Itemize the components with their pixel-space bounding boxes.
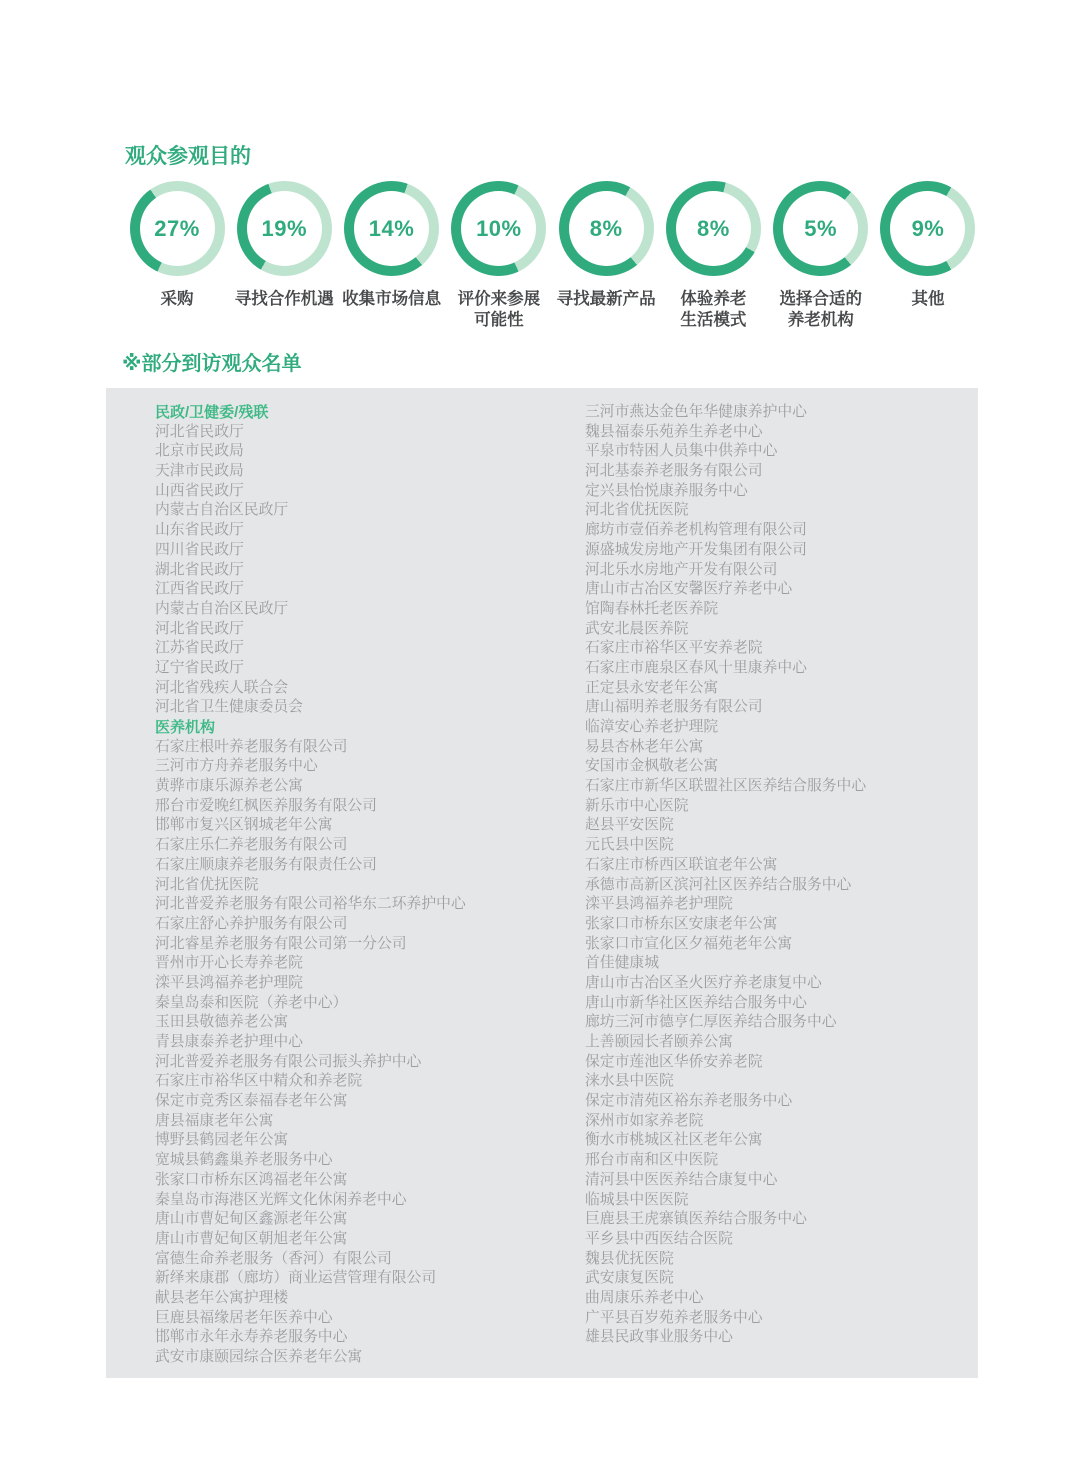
donut-hole bbox=[140, 191, 215, 266]
list-item: 广平县百岁苑养老服务中心 bbox=[585, 1309, 763, 1326]
list-item: 石家庄市裕华区平安养老院 bbox=[585, 640, 763, 657]
list-item: 河北省优抚医院 bbox=[585, 502, 689, 519]
donut-percentage: 14% bbox=[368, 215, 415, 241]
list-item: 雄县民政事业服务中心 bbox=[585, 1329, 733, 1346]
purpose-donut bbox=[234, 181, 334, 331]
list-item: 河北省民政厅 bbox=[155, 620, 244, 637]
donut-ring bbox=[880, 181, 975, 276]
list-subheading: 民政/卫健委/残联 bbox=[155, 404, 269, 421]
donut-ring bbox=[773, 181, 868, 276]
list-item: 赵县平安医院 bbox=[585, 817, 674, 834]
list-item: 四川省民政厅 bbox=[155, 541, 244, 558]
list-item: 张家口市桥东区安康老年公寓 bbox=[585, 915, 778, 932]
donut-label-line: 生活模式 bbox=[680, 311, 747, 329]
list-item: 承德市高新区滨河社区医养结合服务中心 bbox=[585, 876, 852, 893]
donut-hole bbox=[247, 191, 322, 266]
purpose-donut bbox=[127, 181, 227, 331]
list-item: 三河市方舟养老服务中心 bbox=[155, 758, 318, 775]
list-item: 北京市民政局 bbox=[155, 443, 244, 460]
list-item: 定兴县怡悦康养服务中心 bbox=[585, 482, 748, 499]
list-item: 魏县优抚医院 bbox=[585, 1250, 674, 1267]
list-item: 上善颐园长者颐养公寓 bbox=[585, 1034, 733, 1050]
list-item: 临漳安心养老护理院 bbox=[585, 719, 719, 735]
list-item: 邢台市爱晚红枫医养服务有限公司 bbox=[155, 797, 377, 814]
purpose-donut bbox=[556, 181, 656, 331]
donut-label-line: 养老机构 bbox=[787, 311, 854, 329]
list-item: 玉田县敬德养老公寓 bbox=[155, 1014, 289, 1031]
list-item: 青县康泰养老护理中心 bbox=[155, 1034, 303, 1050]
donut-label-line: 评价来参展 bbox=[457, 290, 541, 308]
chart-title: 观众参观目的 bbox=[125, 145, 251, 168]
list-item: 唐县福康老年公寓 bbox=[155, 1112, 274, 1129]
list-item: 晋州市开心长寿养老院 bbox=[155, 955, 303, 972]
list-item: 武安市康颐园综合医养老年公寓 bbox=[155, 1349, 363, 1365]
visitor-list-right-column bbox=[585, 403, 866, 1348]
purpose-donut bbox=[878, 181, 978, 331]
list-item: 涞水县中医院 bbox=[585, 1073, 674, 1090]
list-item: 馆陶春林托老医养院 bbox=[585, 600, 719, 617]
list-item: 巨鹿县王虎寨镇医养结合服务中心 bbox=[585, 1211, 807, 1228]
list-item: 廊坊市壹佰养老机构管理有限公司 bbox=[585, 522, 807, 539]
donut-hole bbox=[569, 191, 644, 266]
list-item: 平乡县中西医结合医院 bbox=[585, 1230, 733, 1247]
donut-ring bbox=[559, 181, 654, 276]
list-item: 石家庄舒心养护服务有限公司 bbox=[155, 915, 348, 932]
list-item: 河北普爱养老服务有限公司振头养护中心 bbox=[155, 1053, 422, 1070]
list-item: 唐山市古冶区安馨医疗养老中心 bbox=[585, 581, 793, 598]
donut-percentage: 27% bbox=[154, 215, 200, 241]
list-item: 武安北晨医养院 bbox=[585, 620, 689, 637]
donut-hole bbox=[676, 191, 751, 266]
list-item: 唐山福明养老服务有限公司 bbox=[585, 699, 763, 716]
list-item: 秦皇岛市海港区光辉文化休闲养老中心 bbox=[155, 1191, 407, 1208]
donut-label bbox=[680, 289, 746, 331]
list-item: 天津市民政局 bbox=[155, 463, 244, 480]
list-item: 河北省残疾人联合会 bbox=[155, 679, 289, 696]
list-item: 河北基泰养老服务有限公司 bbox=[585, 463, 763, 480]
list-item: 河北睿星养老服务有限公司第一分公司 bbox=[155, 935, 407, 952]
list-item: 河北普爱养老服务有限公司裕华东二环养护中心 bbox=[155, 896, 466, 913]
list-item: 保定市莲池区华侨安养老院 bbox=[585, 1053, 763, 1070]
list-item: 唐山市古冶区圣火医疗养老康复中心 bbox=[585, 974, 822, 991]
list-item: 源盛城发房地产开发集团有限公司 bbox=[585, 541, 807, 558]
list-item: 平泉市特困人员集中供养中心 bbox=[585, 443, 778, 460]
donut-percentage: 8% bbox=[697, 215, 730, 241]
purpose-donut bbox=[663, 181, 763, 331]
list-item: 山东省民政厅 bbox=[155, 522, 244, 539]
donut-label-line: 可能性 bbox=[474, 311, 524, 329]
list-item: 河北省卫生健康委员会 bbox=[155, 699, 303, 716]
donut-label bbox=[458, 289, 541, 331]
list-item: 石家庄根叶养老服务有限公司 bbox=[155, 738, 348, 755]
list-item: 张家口市宣化区夕福苑老年公寓 bbox=[585, 935, 793, 952]
donut-ring bbox=[344, 181, 439, 276]
list-item: 首佳健康城 bbox=[585, 955, 659, 972]
list-item: 邯郸市复兴区钢城老年公寓 bbox=[155, 817, 333, 834]
list-item: 河北省民政厅 bbox=[155, 423, 244, 440]
list-item: 湖北省民政厅 bbox=[155, 561, 244, 578]
visit-purpose-donut-row bbox=[127, 181, 978, 331]
donut-label-line: 寻找最新产品 bbox=[556, 290, 656, 308]
list-item: 滦平县鸿福养老护理院 bbox=[155, 974, 303, 991]
list-item: 石家庄顺康养老服务有限责任公司 bbox=[155, 856, 377, 873]
list-item: 邢台市南和区中医院 bbox=[585, 1152, 719, 1169]
list-item: 宽城县鹤鑫巢养老服务中心 bbox=[155, 1152, 333, 1169]
list-item: 张家口市桥东区鸿福老年公寓 bbox=[155, 1171, 348, 1188]
list-item: 滦平县鸿福养老护理院 bbox=[585, 896, 733, 913]
donut-percentage: 9% bbox=[911, 215, 945, 241]
list-item: 正定县永安老年公寓 bbox=[585, 679, 719, 696]
donut-label-line: 采购 bbox=[160, 290, 194, 308]
list-item: 深州市如家养老院 bbox=[585, 1112, 704, 1129]
list-item: 河北乐水房地产开发有限公司 bbox=[585, 561, 778, 578]
donut-label bbox=[911, 289, 944, 310]
list-item: 石家庄市新华区联盟社区医养结合服务中心 bbox=[585, 778, 867, 795]
donut-label-line: 体验养老 bbox=[680, 290, 747, 308]
list-item: 巨鹿县福缘居老年医养中心 bbox=[155, 1309, 333, 1326]
list-item: 保定市清苑区裕东养老服务中心 bbox=[585, 1093, 793, 1110]
visitor-list-heading: ※部分到访观众名单 bbox=[122, 353, 302, 375]
donut-label-line: 寻找合作机遇 bbox=[234, 290, 334, 308]
list-item: 邯郸市永年永寿养老服务中心 bbox=[155, 1329, 348, 1346]
list-item: 石家庄市裕华区中精众和养老院 bbox=[155, 1073, 363, 1090]
donut-label bbox=[161, 289, 194, 310]
list-item: 内蒙古自治区民政厅 bbox=[155, 502, 289, 519]
purpose-donut bbox=[342, 181, 442, 331]
donut-label bbox=[342, 289, 441, 310]
donut-label bbox=[557, 289, 656, 310]
list-item: 三河市燕达金色年华健康养护中心 bbox=[585, 404, 807, 420]
list-item: 新乐市中心医院 bbox=[585, 797, 689, 814]
donut-ring bbox=[451, 181, 546, 276]
donut-label-line: 其他 bbox=[911, 290, 945, 308]
donut-label bbox=[779, 289, 862, 331]
list-item: 武安康复医院 bbox=[585, 1270, 674, 1287]
donut-percentage: 5% bbox=[804, 215, 838, 241]
donut-hole bbox=[354, 191, 429, 266]
list-item: 清河县中医医养结合康复中心 bbox=[585, 1171, 778, 1188]
list-item: 唐山市新华社区医养结合服务中心 bbox=[585, 994, 807, 1011]
donut-hole bbox=[890, 191, 965, 266]
list-item: 保定市竞秀区泰福春老年公寓 bbox=[155, 1093, 348, 1110]
donut-label-line: 收集市场信息 bbox=[342, 290, 442, 308]
donut-ring bbox=[130, 181, 225, 276]
list-item: 元氏县中医院 bbox=[585, 837, 674, 854]
list-item: 临城县中医医院 bbox=[585, 1191, 689, 1208]
donut-ring bbox=[666, 181, 761, 276]
list-item: 衡水市桃城区社区老年公寓 bbox=[585, 1132, 763, 1149]
list-item: 石家庄市桥西区联谊老年公寓 bbox=[585, 856, 778, 873]
list-item: 廊坊三河市德亨仁厚医养结合服务中心 bbox=[585, 1014, 837, 1031]
list-item: 博野县鹤园老年公寓 bbox=[155, 1132, 289, 1149]
purpose-donut bbox=[449, 181, 549, 331]
list-item: 唐山市曹妃甸区鑫源老年公寓 bbox=[155, 1211, 348, 1228]
list-item: 石家庄市鹿泉区春风十里康养中心 bbox=[585, 659, 807, 676]
list-item: 内蒙古自治区民政厅 bbox=[155, 600, 289, 617]
list-item: 江苏省民政厅 bbox=[155, 640, 244, 657]
list-item: 黄骅市康乐源养老公寓 bbox=[155, 778, 303, 795]
purpose-donut bbox=[771, 181, 871, 331]
list-item: 新绎来康郡（廊坊）商业运营管理有限公司 bbox=[155, 1270, 437, 1287]
list-item: 辽宁省民政厅 bbox=[155, 659, 244, 676]
list-item: 献县老年公寓护理楼 bbox=[155, 1289, 289, 1306]
donut-hole bbox=[783, 191, 858, 266]
donut-label-line: 选择合适的 bbox=[779, 290, 862, 308]
donut-label bbox=[235, 289, 334, 310]
list-item: 易县杏林老年公寓 bbox=[585, 738, 704, 755]
list-item: 秦皇岛泰和医院（养老中心） bbox=[155, 994, 348, 1011]
donut-hole bbox=[461, 191, 536, 266]
list-item: 河北省优抚医院 bbox=[155, 876, 259, 893]
list-subheading: 医养机构 bbox=[155, 719, 216, 736]
donut-ring bbox=[237, 181, 332, 276]
list-item: 安国市金枫敬老公寓 bbox=[585, 758, 719, 775]
list-item: 曲周康乐养老中心 bbox=[585, 1289, 704, 1306]
list-item: 唐山市曹妃甸区朝旭老年公寓 bbox=[155, 1230, 348, 1247]
list-item: 山西省民政厅 bbox=[155, 482, 244, 499]
list-item: 石家庄乐仁养老服务有限公司 bbox=[155, 837, 348, 854]
donut-percentage: 19% bbox=[261, 215, 308, 241]
list-item: 江西省民政厅 bbox=[155, 581, 244, 598]
visitor-list-box bbox=[106, 388, 978, 1378]
visitor-list-left-column bbox=[155, 403, 466, 1368]
list-item: 魏县福泰乐苑养生养老中心 bbox=[585, 423, 763, 440]
donut-percentage: 10% bbox=[476, 215, 522, 241]
donut-percentage: 8% bbox=[589, 215, 623, 241]
list-item: 富德生命养老服务（香河）有限公司 bbox=[155, 1250, 392, 1267]
